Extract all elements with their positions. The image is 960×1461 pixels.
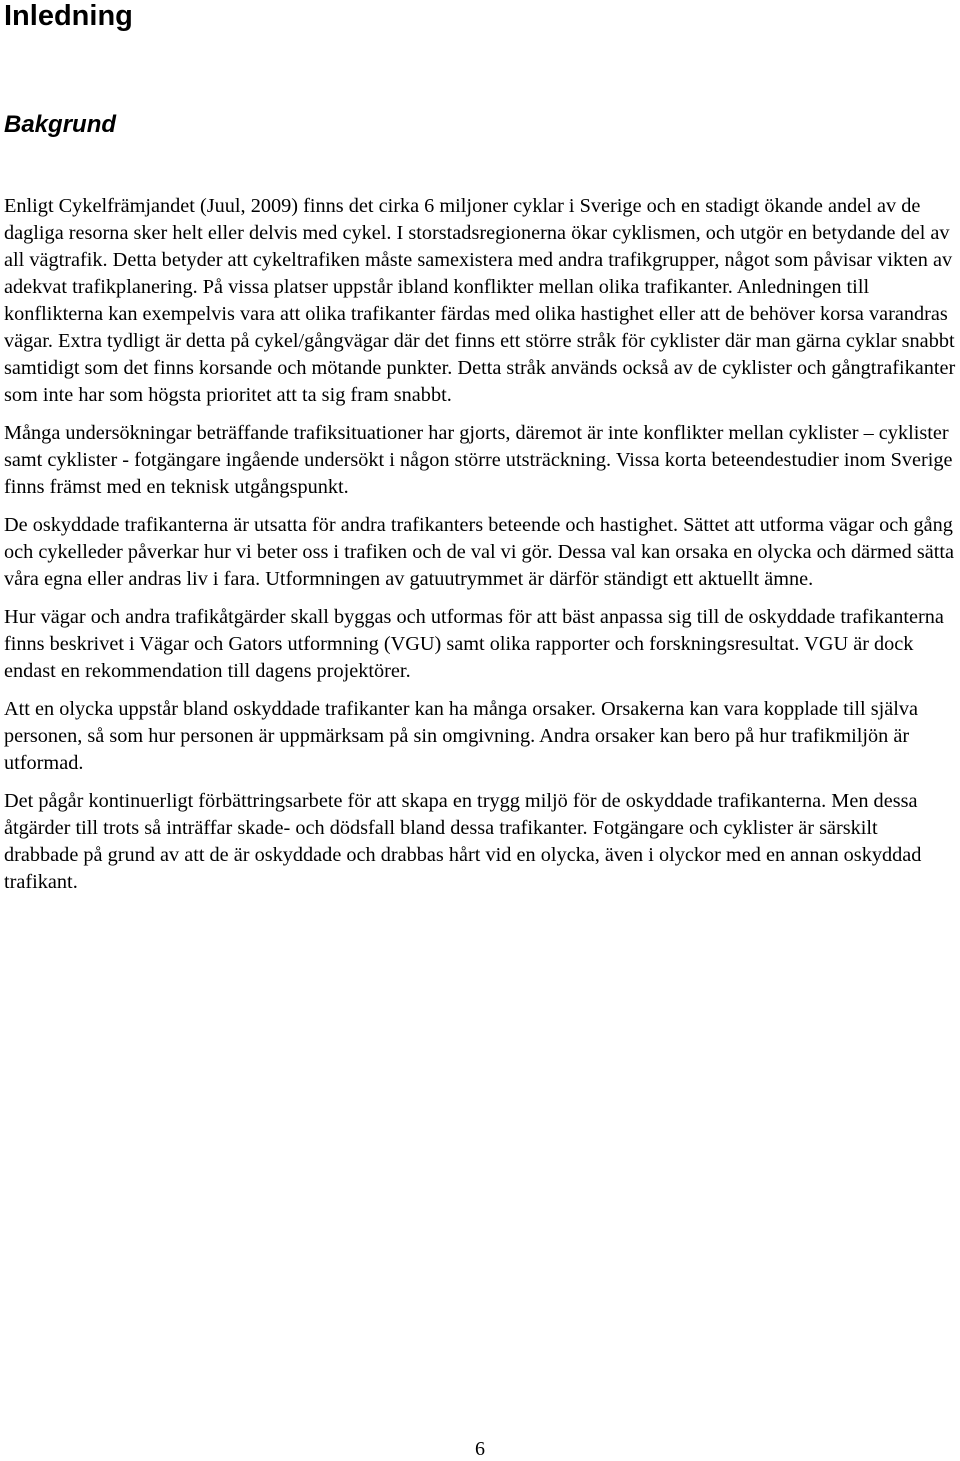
body-text xyxy=(4,193,956,907)
section-title: Bakgrund xyxy=(4,111,117,138)
paragraph: De oskyddade trafikanterna är utsatta för andra trafikanters beteende och hastighet. Sättet att utforma vägar och gång och cykelleder påverkar hur vi beter oss i trafiken och de val vi gör. Dessa val kan orsaka en olycka och därmed sätta våra egna eller andras liv i fara. Utformningen av gatuutrymmet är därför ständigt ett aktuellt ämne. xyxy=(4,514,955,590)
paragraph: Det pågår kontinuerligt förbättringsarbete för att skapa en trygg miljö för de oskyddade trafikanterna. Men dessa åtgärder till trots så inträffar skade- och dödsfall bland dessa trafikanter. Fotgängare och cyklister är särskilt drabbade på grund av att de är oskyddade och drabbas hårt vid en olycka, även i olyckor med en annan oskyddad trafikant. xyxy=(4,790,922,893)
page-number: 6 xyxy=(475,1438,485,1460)
paragraph: Att en olycka uppstår bland oskyddade trafikanter kan ha många orsaker. Orsakerna kan vara kopplade till själva personen, så som hur personen är uppmärksam på sin omgivning. Andra orsaker kan bero på hur trafikmiljön är utformad. xyxy=(4,698,919,774)
paragraph: Många undersökningar beträffande trafiksituationer har gjorts, däremot är inte konflikter mellan cyklister – cyklister samt cyklister - fotgängare ingående undersökt i någon större utsträckning. Vissa korta beteendestudier inom Sverige finns främst med en teknisk utgångspunkt. xyxy=(4,422,953,498)
paragraph: Enligt Cykelfrämjandet (Juul, 2009) finns det cirka 6 miljoner cyklar i Sverige och en stadigt ökande andel av de dagliga resorna sker helt eller delvis med cykel. I storstadsregionerna ökar cyklismen, och utgör en betydande del av all vägtrafik. Detta betyder att cykeltrafiken måste samexistera med andra trafikgrupper, något som påvisar vikten av adekvat trafikplanering. På vissa platser uppstår ibland konflikter mellan olika trafikanter. Anledningen till konflikterna kan exempelvis vara att olika trafikanter färdas med olika hastighet eller att de behöver korsa varandras vägar. Extra tydligt är detta på cykel/gångvägar där det finns ett större stråk för cyklister där man gärna cyklar snabbt samtidigt som det finns korsande och mötande punkter. Detta stråk används också av de cyklister och gångtrafikanter som inte har som högsta prioritet att ta sig fram snabbt. xyxy=(4,195,956,406)
chapter-title: Inledning xyxy=(4,0,133,32)
paragraph: Hur vägar och andra trafikåtgärder skall byggas och utformas för att bäst anpassa sig till de oskyddade trafikanterna finns beskrivet i Vägar och Gators utformning (VGU) samt olika rapporter och forskningsresultat. VGU är dock endast en rekommendation till dagens projektörer. xyxy=(4,606,944,682)
